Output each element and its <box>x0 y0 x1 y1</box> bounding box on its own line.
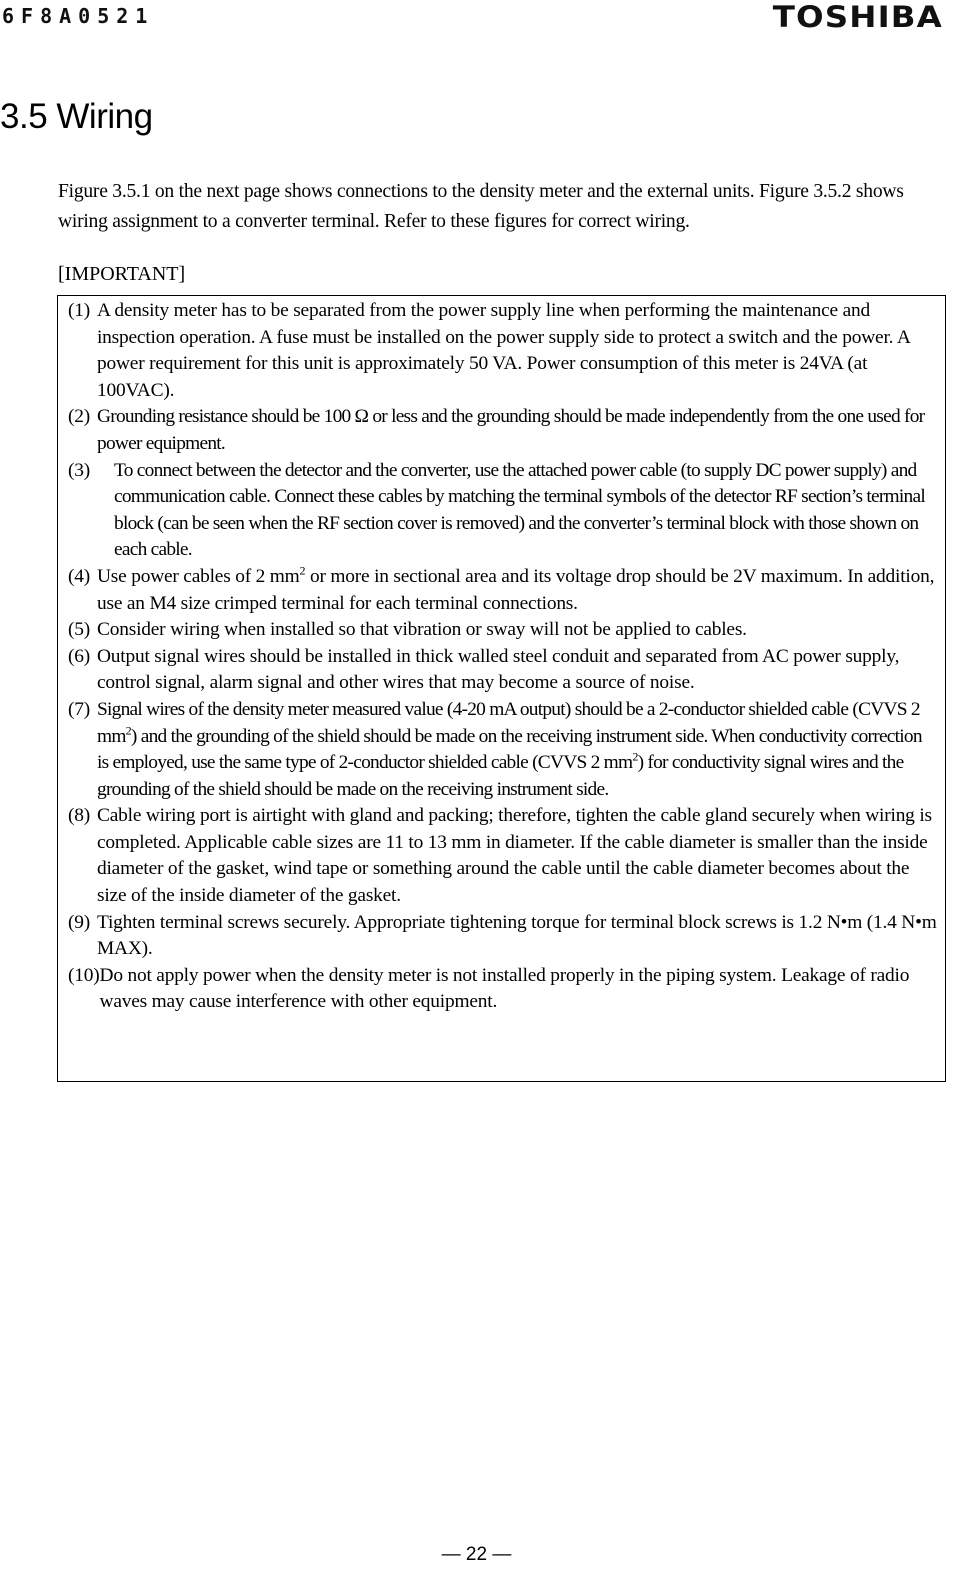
page-number: — 22 — <box>441 1544 512 1565</box>
item-number: (10) <box>68 964 100 986</box>
list-item <box>68 803 937 909</box>
item-text: Cable wiring port is airtight with gland and packing; therefore, tighten the cable gland securely when wiring is completed. Applicable cable sizes are 11 to 13 mm in diameter. If the cable diameter is smaller than the inside diameter of the gasket, wind tape or something around the cable until the cable diameter becomes about the size of the inside diameter of the gasket. <box>97 805 932 907</box>
important-notes-box <box>57 295 946 1082</box>
item-text <box>97 697 937 803</box>
item-text: To connect between the detector and the converter, use the attached power cable (to supply DC power supply) and communication cable. Connect these cables by matching the terminal symbols of the detector RF section’s terminal block (can be seen when the RF section cover is removed) and the converter’s terminal block with those shown on each cable. <box>114 459 925 561</box>
list-item <box>68 963 937 1016</box>
list-item <box>68 617 937 644</box>
item-text: Output signal wires should be installed in thick walled steel conduit and separated from AC power supply, control signal, alarm signal and other wires that may become a source of noise. <box>97 645 900 694</box>
item-number: (7) <box>68 698 91 720</box>
brand-logo: TOSHIBA <box>772 0 943 34</box>
item-text-part: ) and the grounding of the shield should be made on the receiving instrument side. When conductivity correction is employed, use the same type of 2-conductor shielded cable (CVVS 2 mm <box>97 725 922 774</box>
important-label: [IMPORTANT] <box>58 263 186 285</box>
item-number: (3) <box>68 459 91 481</box>
list-item <box>68 644 937 697</box>
item-number: (2) <box>68 406 91 428</box>
item-text-part: ) for conductivity signal wires and the grounding of the shield should be made on the receiving instrument side. <box>97 752 904 800</box>
list-item <box>68 404 937 457</box>
item-text: Tighten terminal screws securely. Appropriate tightening torque for terminal block screws is 1.2 N•m (1.4 N•m MAX). <box>97 911 937 960</box>
list-item <box>68 910 937 963</box>
section-title: 3.5 Wiring <box>0 97 153 136</box>
superscript: 2 <box>125 723 131 738</box>
superscript: 2 <box>632 749 638 764</box>
document-code: 6F8A0521 <box>2 4 155 28</box>
item-text: Grounding resistance should be 100 Ω or less and the grounding should be made independently from the one used for power equipment. <box>97 406 925 454</box>
list-item <box>68 298 937 404</box>
item-number: (1) <box>68 300 91 321</box>
item-number: (9) <box>68 911 91 933</box>
item-number: (5) <box>68 619 91 641</box>
item-text: Consider wiring when installed so that vibration or sway will not be applied to cables. <box>97 619 747 641</box>
item-text: Do not apply power when the density meter is not installed properly in the piping system. Leakage of radio waves may cause interference with other equipment. <box>99 964 910 1013</box>
item-text: A density meter has to be separated from the power supply line when performing the maintenance and inspection operation. A fuse must be installed on the power supply side to protect a switch and the power. A power requirement for this unit is approximately 50 VA. Power consumption of this meter is 24VA (at 100VAC). <box>97 300 910 401</box>
item-text <box>97 564 937 617</box>
item-text-part: Signal wires of the density meter measured value (4-20 mA output) should be a 2-conductor shielded cable (CVVS 2 mm <box>97 698 920 747</box>
item-text-part: or more in sectional area and its voltage drop should be 2V maximum. In addition, use an M4 size crimped terminal for each terminal connections. <box>97 565 935 614</box>
item-number: (4) <box>68 565 91 587</box>
item-text-part: Use power cables of 2 mm <box>97 565 300 587</box>
intro-paragraph: Figure 3.5.1 on the next page shows connections to the density meter and the external units. Figure 3.5.2 shows wiring assignment to a converter terminal. Refer to these figures for correct wiring. <box>58 181 904 232</box>
list-item <box>68 697 937 803</box>
list-item <box>68 564 937 617</box>
important-list <box>58 296 945 1016</box>
list-item <box>68 458 937 564</box>
item-number: (6) <box>68 645 91 667</box>
item-number: (8) <box>68 805 91 827</box>
superscript: 2 <box>299 563 306 578</box>
